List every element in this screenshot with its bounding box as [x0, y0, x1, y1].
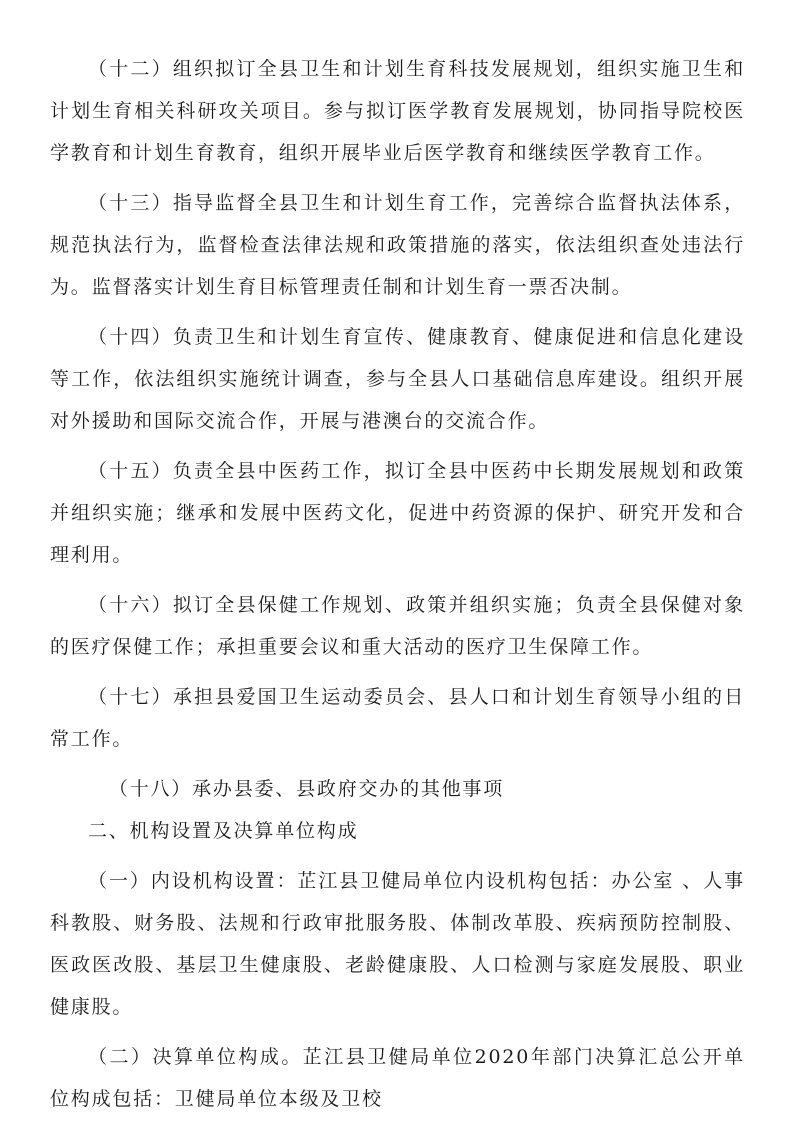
paragraph-spacer [50, 760, 745, 768]
paragraph-spacer [50, 308, 745, 316]
paragraph-item-16: （十六）拟订全县保健工作规划、政策并组织实施；负责全县保健对象的医疗保健工作；承担重要会议和重大活动的医疗卫生保障工作。 [50, 594, 745, 658]
section-heading-institutions: 二、机构设置及决算单位构成 [88, 820, 359, 842]
paragraph-spacer [50, 1028, 745, 1036]
paragraph-item-17: （十七）承担县爱国卫生运动委员会、县人口和计划生育领导小组的日常工作。 [50, 686, 745, 750]
paragraph-spacer [50, 852, 745, 860]
paragraph-spacer [50, 174, 745, 182]
paragraph-item-18: （十八）承办县委、县政府交办的其他事项 [108, 778, 505, 800]
paragraph-item-14: （十四）负责卫生和计划生育宣传、健康教育、健康促进和信息化建设等工作，依法组织实施统计调查，参与全县人口基础信息库建设。组织开展对外援助和国际交流合作，开展与港澳台的交流合作。 [50, 326, 745, 432]
paragraph-item-15: （十五）负责全县中医药工作，拟订全县中医药中长期发展规划和政策并组织实施；继承和发展中医药文化，促进中药资源的保护、研究开发和合理利用。 [50, 460, 745, 566]
paragraph-spacer [50, 442, 745, 450]
paragraph-item-12: （十二）组织拟订全县卫生和计划生育科技发展规划，组织实施卫生和计划生育相关科研攻关项目。参与拟订医学教育发展规划，协同指导院校医学教育和计划生育教育，组织开展毕业后医学教育和继续医学教育工作。 [50, 58, 745, 164]
document-page [50, 48, 745, 1120]
paragraph-item-13: （十三）指导监督全县卫生和计划生育工作，完善综合监督执法体系，规范执法行为，监督检查法律法规和政策措施的落实，依法组织查处违法行为。监督落实计划生育目标管理责任制和计划生育一票否决制。 [50, 192, 745, 298]
paragraph-spacer [50, 668, 745, 676]
paragraph-internal-departments: （一）内设机构设置：芷江县卫健局单位内设机构包括：办公室 、人事科教股、财务股、法规和行政审批服务股、体制改革股、疾病预防控制股、医政医改股、基层卫生健康股、老龄健康股、人口检测与家庭发展股、职业健康股。 [50, 870, 745, 1018]
paragraph-budget-units: （二）决算单位构成。芷江县卫健局单位2020年部门决算汇总公开单位构成包括：卫健局单位本级及卫校 [50, 1046, 745, 1110]
paragraph-spacer [50, 576, 745, 584]
